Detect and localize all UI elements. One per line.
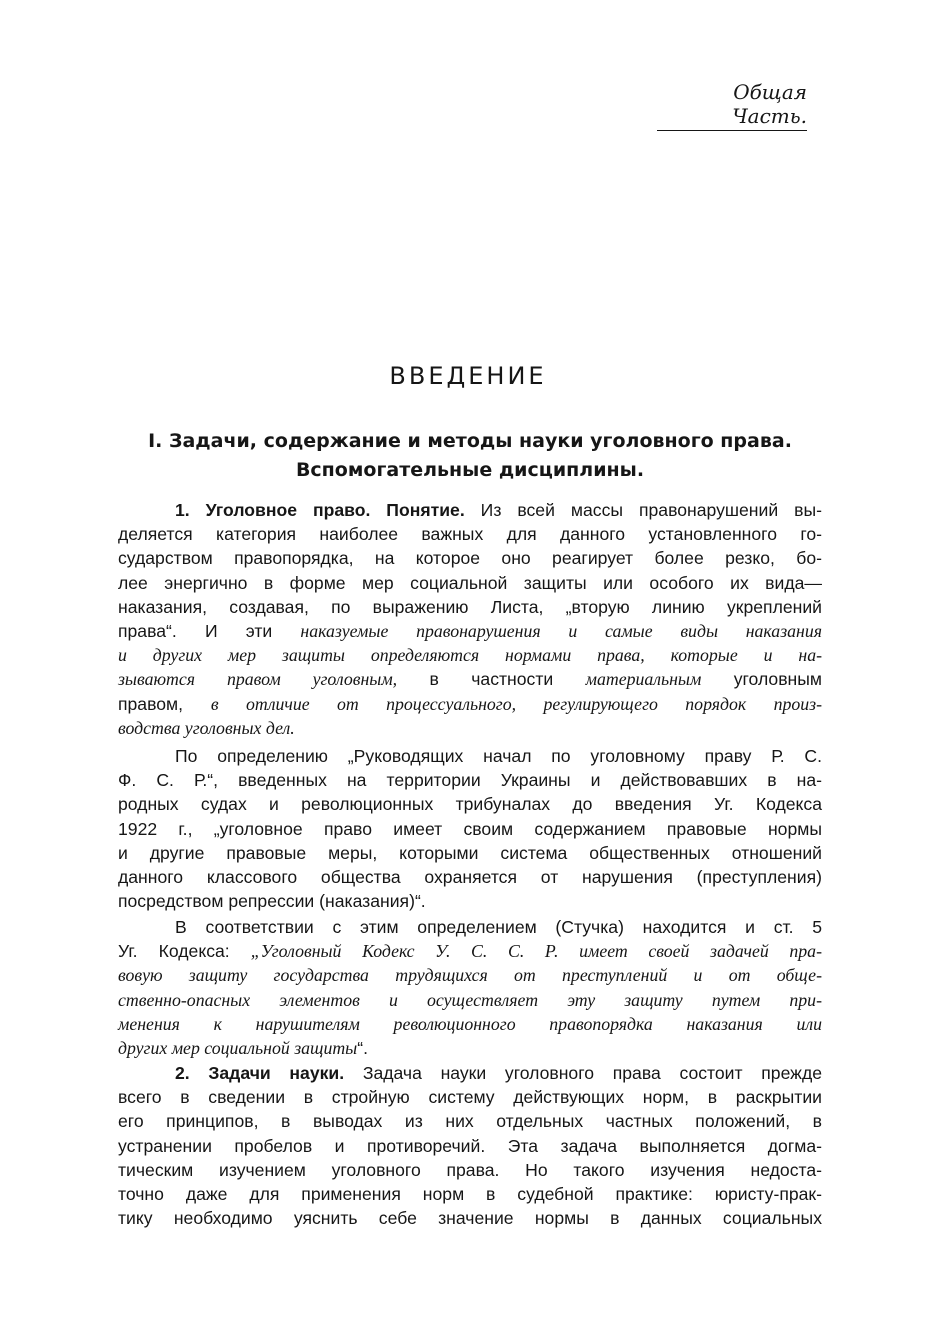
section-title bbox=[120, 427, 820, 485]
paragraph-2 bbox=[118, 744, 822, 913]
text-line: его принципов, в выводах из них отдельных частных положений, в bbox=[118, 1111, 822, 1132]
running-header: Общая Часть. bbox=[657, 80, 807, 131]
text-line: устранении пробелов и противоречий. Эта задача выполняется догма- bbox=[118, 1135, 822, 1156]
text-line: и другие правовые меры, которыми система общественных отношений bbox=[118, 842, 822, 863]
text-line: вовую защиту государства трудящихся от преступлений и от обще- bbox=[118, 965, 822, 986]
section-title-line-1: I. Задачи, содержание и методы науки уголовного права. bbox=[148, 430, 792, 452]
text-line: тическим изучением уголовного права. Но такого изучения недоста- bbox=[118, 1159, 822, 1180]
text-line: сударством правопорядка, на которое оно реагирует более резко, бо- bbox=[118, 548, 822, 569]
text-line: 2. Задачи науки. Задача науки уголовного права состоит прежде bbox=[175, 1063, 822, 1083]
text-line: всего в сведении в стройную систему действующих норм, в раскрытии bbox=[118, 1087, 822, 1108]
text-line: данного классового общества охраняется от нарушения (преступления) bbox=[118, 866, 822, 887]
text-line: тику необходимо уяснить себе значение нормы в данных социальных bbox=[118, 1208, 822, 1229]
text-line: правом, в отличие от процессуального, регулирующего порядок произ- bbox=[118, 693, 823, 714]
section-title-line-2: Вспомогательные дисциплины. bbox=[295, 459, 645, 481]
text-line: точно даже для применения норм в судебной практике: юристу-прак- bbox=[118, 1183, 822, 1204]
text-line: Ф. С. Р.“, введенных на территории Украины и действовавших в на- bbox=[118, 770, 822, 791]
text-line: 1. Уголовное право. Понятие. Из всей массы правонарушений вы- bbox=[175, 500, 822, 520]
text-line: Уг. Кодекса: „Уголовный Кодекс У. С. С. Р. имеет своей задачей пра- bbox=[118, 941, 822, 962]
text-line: других мер социальной защиты“. bbox=[118, 1037, 368, 1058]
subsection-heading: 1. Уголовное право. Понятие. bbox=[175, 500, 465, 520]
text-line: родных судах и революционных трибуналах до введения Уг. Кодекса bbox=[118, 794, 822, 815]
text-line: деляется категория наиболее важных для данного установленного го- bbox=[118, 524, 822, 545]
text-line: По определению „Руководящих начал по уголовному праву Р. С. bbox=[175, 746, 822, 766]
text-line: права“. И эти наказуемые правонарушения и самые виды наказания bbox=[118, 620, 822, 641]
text-line: ственно-опасных элементов и осуществляет эту защиту путем при- bbox=[118, 989, 822, 1010]
text-line: наказания, создавая, по выражению Листа, „вторую линию укреплений bbox=[118, 596, 822, 617]
text-line: водства уголовных дел. bbox=[118, 717, 295, 738]
text-line: зываются правом уголовным, в частности материальным уголовным bbox=[118, 669, 822, 690]
paragraph-3 bbox=[118, 915, 822, 1060]
paragraph-4 bbox=[118, 1061, 822, 1230]
text-line: лее энергично в форме мер социальной защиты или особого их вида— bbox=[118, 572, 822, 593]
text-line: и других мер защиты определяются нормами права, которые и на- bbox=[118, 645, 822, 666]
text-line: В соответствии с этим определением (Стучка) находится и ст. 5 bbox=[175, 917, 822, 937]
text-line: посредством репрессии (наказания)“. bbox=[118, 891, 426, 912]
paragraph-1 bbox=[118, 498, 822, 740]
text-line: менения к нарушителям революционного правопорядка наказания или bbox=[118, 1013, 822, 1034]
text-line: 1922 г., „уголовное право имеет своим содержанием правовые нормы bbox=[118, 818, 822, 839]
subsection-heading: 2. Задачи науки. bbox=[175, 1063, 345, 1083]
chapter-title: ВВЕДЕНИЕ bbox=[389, 362, 547, 390]
